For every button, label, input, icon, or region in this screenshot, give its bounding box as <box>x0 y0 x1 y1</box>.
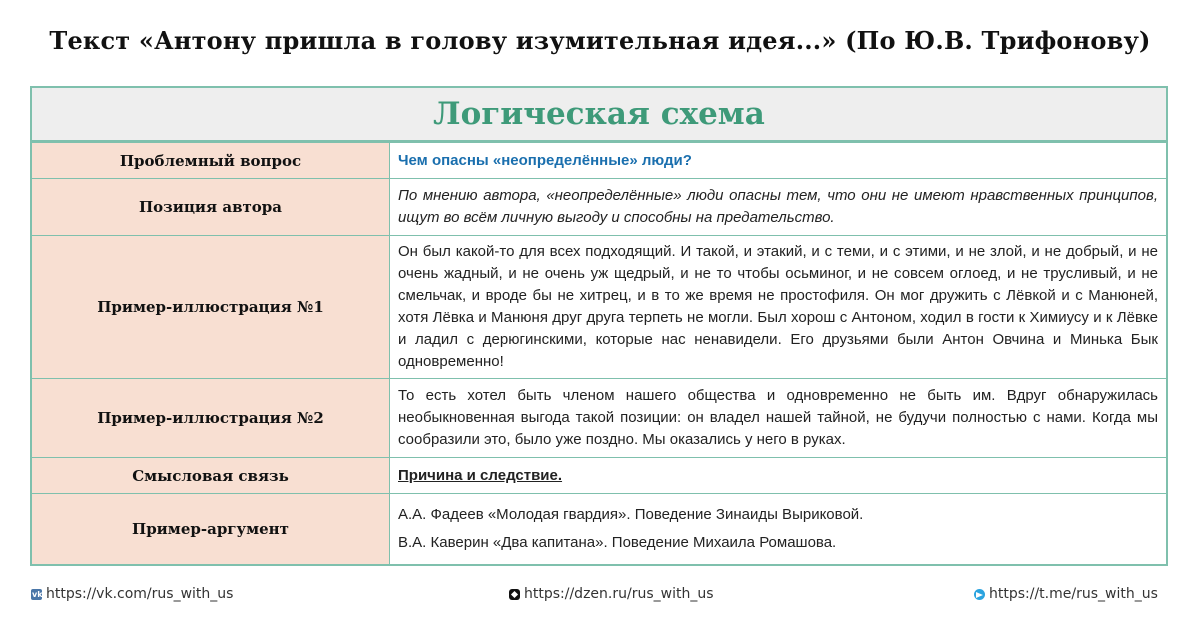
row-example-2 <box>32 379 1166 458</box>
page-title: Текст «Антону пришла в голову изумительная идея...» (По Ю.В. Трифонову) <box>49 26 1151 55</box>
logic-scheme-table <box>30 86 1168 566</box>
footer-dzen-text[interactable]: https://dzen.ru/rus_with_us <box>524 586 714 602</box>
dzen-icon <box>509 589 520 600</box>
scheme-rows <box>32 142 1166 564</box>
label-problem-question: Проблемный вопрос <box>32 143 390 179</box>
row-author-position <box>32 179 1166 236</box>
example-2-text: То есть хотел быть членом нашего общества и одновременно не быть им. Вдруг обнаружилась необыкновенная выгода такой позиции: он владел нашей тайной, не будучи полностью с нами. Когда мы сообразили это, было уже поздно. Мы оказались у него в руках. <box>390 379 1167 458</box>
footer <box>0 586 1200 606</box>
footer-vk-text[interactable]: https://vk.com/rus_with_us <box>46 586 234 602</box>
semantic-link-text: Причина и следствие. <box>398 466 563 484</box>
problem-question-text: Чем опасны «неопределённые» люди? <box>398 151 692 169</box>
telegram-icon <box>974 589 985 600</box>
footer-vk-link[interactable] <box>31 586 233 602</box>
example-1-text: Он был какой-то для всех подходящий. И такой, и этакий, и с теми, и с этими, и не злой, и не добрый, и не очень жадный, и не очень уж щедрый, и не то чтобы осьминог, и не совсем оглоед, и не трусливый, и не смельчак, и вроде бы не хитрец, и в то же время не простофиля. Он мог дружить с Лёвкой и с Манюней, хотя Лёвка и Манюня друг друга терпеть не могли. Был хорош с Антоном, ходил в гости к Химиусу и к Лёвке и ладил с дерюгинскими, которые нас ненавидели. Его друзьями были Антон Овчина и Минька Бык одновременно! <box>390 236 1167 379</box>
row-problem-question <box>32 143 1166 179</box>
label-semantic-link: Смысловая связь <box>32 458 390 494</box>
label-author-position: Позиция автора <box>32 179 390 236</box>
scheme-header: Логическая схема <box>32 88 1166 142</box>
argument-line: В.А. Каверин «Два капитана». Поведение Михаила Ромашова. <box>398 534 837 551</box>
label-example-1: Пример-иллюстрация №1 <box>32 236 390 379</box>
row-semantic-link <box>32 458 1166 494</box>
label-example-2: Пример-иллюстрация №2 <box>32 379 390 458</box>
footer-telegram-link[interactable] <box>974 586 1158 602</box>
author-position-text: По мнению автора, «неопределённые» люди опасны тем, что они не имеют нравственных принципов, ищут во всём личную выгоду и способны на предательство. <box>390 179 1167 236</box>
footer-telegram-text[interactable]: https://t.me/rus_with_us <box>989 586 1158 602</box>
argument-line: А.А. Фадеев «Молодая гвардия». Поведение Зинаиды Выриковой. <box>398 506 864 523</box>
label-argument: Пример-аргумент <box>32 494 390 565</box>
vk-icon: vk <box>32 589 43 599</box>
row-example-1 <box>32 236 1166 379</box>
row-argument <box>32 494 1166 565</box>
footer-dzen-link[interactable] <box>509 586 714 602</box>
